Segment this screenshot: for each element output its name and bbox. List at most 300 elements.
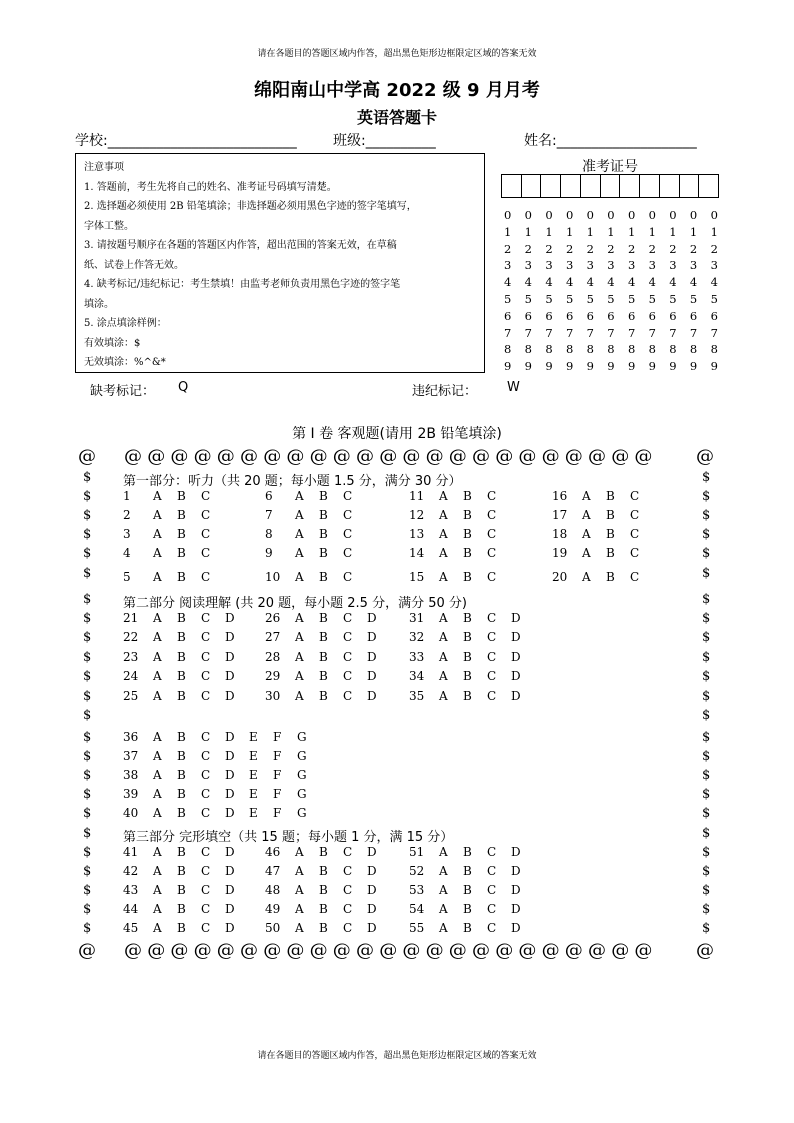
option-bubble[interactable]: B	[319, 650, 328, 664]
option-bubble[interactable]: B	[606, 527, 615, 541]
option-bubble[interactable]: D	[225, 650, 235, 664]
digit-bubble[interactable]: 5	[689, 291, 698, 306]
digit-bubble[interactable]: 9	[607, 359, 615, 374]
ticket-digit-box[interactable]	[640, 175, 660, 197]
option-bubble[interactable]: C	[201, 527, 211, 541]
digit-bubble[interactable]: 2	[710, 241, 718, 256]
option-bubble[interactable]: C	[201, 546, 211, 560]
option-bubble[interactable]: D	[225, 883, 235, 897]
option-bubble[interactable]: B	[177, 630, 186, 644]
violation-mark-bubble[interactable]: W	[507, 380, 520, 395]
digit-bubble[interactable]: 1	[504, 224, 512, 239]
option-bubble[interactable]: D	[225, 689, 235, 703]
option-bubble[interactable]: B	[319, 689, 328, 703]
option-bubble[interactable]: C	[343, 630, 353, 644]
option-bubble[interactable]: B	[606, 546, 615, 560]
option-bubble[interactable]: C	[201, 508, 211, 522]
digit-bubble[interactable]: 8	[669, 342, 677, 357]
option-bubble[interactable]: D	[511, 864, 521, 878]
digit-bubble[interactable]: 1	[710, 224, 718, 239]
ticket-digit-box[interactable]	[561, 175, 581, 197]
digit-bubble[interactable]: 6	[524, 308, 532, 323]
digit-bubble[interactable]: 9	[586, 359, 594, 374]
option-bubble[interactable]: B	[319, 508, 328, 522]
option-bubble[interactable]: C	[343, 570, 353, 584]
option-bubble[interactable]: B	[319, 489, 328, 503]
digit-bubble[interactable]: 4	[607, 275, 615, 290]
option-bubble[interactable]: A	[295, 527, 304, 541]
digit-bubble[interactable]: 2	[586, 241, 594, 256]
option-bubble[interactable]: B	[177, 730, 186, 744]
option-bubble[interactable]: B	[177, 669, 186, 683]
option-bubble[interactable]: C	[487, 527, 497, 541]
option-bubble[interactable]: A	[439, 508, 448, 522]
digit-bubble[interactable]: 0	[504, 208, 512, 222]
digit-bubble[interactable]: 9	[565, 359, 574, 374]
option-bubble[interactable]: B	[177, 883, 186, 897]
option-bubble[interactable]: D	[225, 845, 235, 859]
option-bubble[interactable]: A	[582, 546, 591, 560]
digit-bubble[interactable]: 1	[545, 224, 553, 239]
digit-bubble[interactable]: 1	[627, 224, 636, 239]
option-bubble[interactable]: B	[177, 489, 186, 503]
option-bubble[interactable]: B	[319, 546, 328, 560]
digit-bubble[interactable]: 1	[607, 224, 615, 239]
option-bubble[interactable]: A	[153, 489, 162, 503]
option-bubble[interactable]: D	[225, 630, 235, 644]
option-bubble[interactable]: D	[367, 902, 377, 916]
digit-bubble[interactable]: 9	[710, 359, 718, 374]
option-bubble[interactable]: B	[177, 787, 186, 801]
option-bubble[interactable]: B	[177, 902, 186, 916]
option-bubble[interactable]: A	[153, 921, 162, 935]
digit-bubble[interactable]: 5	[586, 291, 594, 306]
option-bubble[interactable]: B	[463, 489, 472, 503]
option-bubble[interactable]: B	[463, 845, 472, 859]
option-bubble[interactable]: D	[367, 630, 377, 644]
digit-bubble[interactable]: 2	[524, 241, 532, 256]
digit-bubble[interactable]: 6	[565, 308, 574, 323]
digit-bubble[interactable]: 5	[648, 291, 656, 306]
digit-bubble[interactable]: 6	[545, 308, 553, 323]
ticket-digit-box[interactable]	[581, 175, 601, 197]
option-bubble[interactable]: D	[367, 611, 377, 625]
option-bubble[interactable]: B	[177, 570, 186, 584]
digit-bubble[interactable]: 3	[710, 258, 718, 273]
option-bubble[interactable]: C	[343, 902, 353, 916]
option-bubble[interactable]: B	[319, 921, 328, 935]
digit-bubble[interactable]: 4	[524, 275, 532, 290]
option-bubble[interactable]: E	[249, 730, 258, 744]
option-bubble[interactable]: A	[582, 527, 591, 541]
option-bubble[interactable]: C	[343, 845, 353, 859]
option-bubble[interactable]: B	[177, 864, 186, 878]
option-bubble[interactable]: C	[343, 489, 353, 503]
digit-bubble[interactable]: 9	[545, 359, 553, 374]
option-bubble[interactable]: C	[487, 570, 497, 584]
option-bubble[interactable]: A	[295, 689, 304, 703]
option-bubble[interactable]: C	[487, 650, 497, 664]
option-bubble[interactable]: G	[297, 768, 307, 782]
digit-bubble[interactable]: 7	[545, 325, 553, 340]
digit-bubble[interactable]: 6	[648, 308, 656, 323]
digit-bubble[interactable]: 5	[710, 291, 718, 306]
digit-bubble[interactable]: 7	[607, 325, 615, 340]
option-bubble[interactable]: C	[487, 689, 497, 703]
option-bubble[interactable]: E	[249, 749, 258, 763]
option-bubble[interactable]: B	[463, 611, 472, 625]
digit-bubble[interactable]: 3	[565, 258, 574, 273]
option-bubble[interactable]: G	[297, 730, 307, 744]
digit-bubble[interactable]: 6	[586, 308, 594, 323]
option-bubble[interactable]: A	[295, 570, 304, 584]
option-bubble[interactable]: C	[487, 611, 497, 625]
option-bubble[interactable]: D	[511, 845, 521, 859]
option-bubble[interactable]: A	[295, 921, 304, 935]
option-bubble[interactable]: B	[177, 768, 186, 782]
option-bubble[interactable]: D	[225, 768, 235, 782]
option-bubble[interactable]: B	[319, 669, 328, 683]
option-bubble[interactable]: A	[295, 546, 304, 560]
option-bubble[interactable]: A	[153, 806, 162, 820]
option-bubble[interactable]: A	[153, 527, 162, 541]
digit-bubble[interactable]: 3	[586, 258, 594, 273]
option-bubble[interactable]: F	[273, 787, 282, 801]
digit-bubble[interactable]: 3	[689, 258, 698, 273]
option-bubble[interactable]: C	[343, 546, 353, 560]
option-bubble[interactable]: B	[606, 489, 615, 503]
option-bubble[interactable]: D	[511, 883, 521, 897]
digit-bubble[interactable]: 0	[607, 208, 615, 222]
digit-bubble[interactable]: 7	[669, 325, 677, 340]
digit-bubble[interactable]: 9	[627, 359, 636, 374]
option-bubble[interactable]: B	[319, 864, 328, 878]
option-bubble[interactable]: A	[295, 611, 304, 625]
digit-bubble[interactable]: 7	[710, 325, 718, 340]
option-bubble[interactable]: C	[201, 669, 211, 683]
option-bubble[interactable]: B	[463, 650, 472, 664]
digit-bubble[interactable]: 5	[627, 291, 636, 306]
option-bubble[interactable]: D	[367, 650, 377, 664]
digit-bubble[interactable]: 5	[607, 291, 615, 306]
option-bubble[interactable]: C	[630, 508, 640, 522]
option-bubble[interactable]: B	[463, 546, 472, 560]
option-bubble[interactable]: D	[225, 611, 235, 625]
digit-bubble[interactable]: 6	[689, 308, 698, 323]
option-bubble[interactable]: C	[343, 864, 353, 878]
option-bubble[interactable]: A	[439, 546, 448, 560]
digit-bubble[interactable]: 3	[504, 258, 512, 273]
ticket-digit-box[interactable]	[660, 175, 680, 197]
option-bubble[interactable]: A	[439, 570, 448, 584]
option-bubble[interactable]: A	[439, 650, 448, 664]
option-bubble[interactable]: B	[319, 845, 328, 859]
option-bubble[interactable]: C	[487, 883, 497, 897]
option-bubble[interactable]: A	[153, 650, 162, 664]
option-bubble[interactable]: A	[153, 730, 162, 744]
digit-bubble[interactable]: 3	[627, 258, 636, 273]
option-bubble[interactable]: C	[487, 921, 497, 935]
option-bubble[interactable]: A	[153, 630, 162, 644]
option-bubble[interactable]: D	[225, 806, 235, 820]
option-bubble[interactable]: B	[177, 845, 186, 859]
digit-bubble[interactable]: 0	[710, 208, 718, 222]
option-bubble[interactable]: D	[511, 669, 521, 683]
option-bubble[interactable]: C	[487, 508, 497, 522]
digit-bubble[interactable]: 1	[524, 224, 532, 239]
option-bubble[interactable]: C	[201, 787, 211, 801]
digit-bubble[interactable]: 6	[710, 308, 718, 323]
option-bubble[interactable]: A	[153, 883, 162, 897]
option-bubble[interactable]: D	[225, 864, 235, 878]
option-bubble[interactable]: C	[201, 611, 211, 625]
option-bubble[interactable]: F	[273, 749, 282, 763]
digit-bubble[interactable]: 4	[504, 275, 512, 290]
option-bubble[interactable]: E	[249, 768, 258, 782]
digit-bubble[interactable]: 9	[504, 359, 512, 374]
digit-bubble[interactable]: 2	[504, 241, 512, 256]
option-bubble[interactable]: B	[463, 883, 472, 897]
option-bubble[interactable]: C	[343, 527, 353, 541]
digit-bubble[interactable]: 0	[689, 208, 698, 222]
option-bubble[interactable]: D	[511, 611, 521, 625]
digit-bubble[interactable]: 2	[648, 241, 656, 256]
option-bubble[interactable]: A	[439, 669, 448, 683]
option-bubble[interactable]: A	[153, 611, 162, 625]
option-bubble[interactable]: A	[295, 902, 304, 916]
option-bubble[interactable]: A	[582, 489, 591, 503]
option-bubble[interactable]: A	[439, 630, 448, 644]
option-bubble[interactable]: C	[630, 546, 640, 560]
option-bubble[interactable]: C	[630, 570, 640, 584]
option-bubble[interactable]: A	[153, 570, 162, 584]
option-bubble[interactable]: D	[511, 689, 521, 703]
option-bubble[interactable]: B	[606, 508, 615, 522]
option-bubble[interactable]: A	[439, 921, 448, 935]
option-bubble[interactable]: C	[487, 902, 497, 916]
digit-bubble[interactable]: 8	[710, 342, 718, 357]
digit-bubble[interactable]: 8	[524, 342, 532, 357]
option-bubble[interactable]: C	[201, 630, 211, 644]
option-bubble[interactable]: A	[439, 611, 448, 625]
option-bubble[interactable]: A	[439, 883, 448, 897]
option-bubble[interactable]: A	[295, 845, 304, 859]
option-bubble[interactable]: A	[439, 902, 448, 916]
digit-bubble[interactable]: 5	[565, 291, 574, 306]
option-bubble[interactable]: G	[297, 749, 307, 763]
option-bubble[interactable]: D	[367, 883, 377, 897]
option-bubble[interactable]: C	[201, 845, 211, 859]
option-bubble[interactable]: G	[297, 806, 307, 820]
option-bubble[interactable]: A	[153, 902, 162, 916]
option-bubble[interactable]: B	[319, 630, 328, 644]
option-bubble[interactable]: B	[319, 883, 328, 897]
option-bubble[interactable]: B	[463, 527, 472, 541]
digit-bubble[interactable]: 0	[545, 208, 553, 222]
option-bubble[interactable]: A	[153, 845, 162, 859]
option-bubble[interactable]: D	[511, 650, 521, 664]
option-bubble[interactable]: B	[319, 902, 328, 916]
option-bubble[interactable]: D	[367, 669, 377, 683]
digit-bubble[interactable]: 7	[627, 325, 636, 340]
option-bubble[interactable]: C	[201, 921, 211, 935]
digit-bubble[interactable]: 4	[710, 275, 718, 290]
option-bubble[interactable]: B	[177, 527, 186, 541]
digit-bubble[interactable]: 4	[545, 275, 553, 290]
digit-bubble[interactable]: 7	[648, 325, 656, 340]
option-bubble[interactable]: A	[153, 864, 162, 878]
option-bubble[interactable]: A	[295, 630, 304, 644]
digit-bubble[interactable]: 0	[586, 208, 594, 222]
digit-bubble[interactable]: 8	[545, 342, 553, 357]
option-bubble[interactable]: C	[201, 883, 211, 897]
option-bubble[interactable]: E	[249, 787, 258, 801]
digit-bubble[interactable]: 5	[524, 291, 532, 306]
digit-bubble[interactable]: 2	[669, 241, 677, 256]
digit-bubble[interactable]: 7	[504, 325, 512, 340]
school-field[interactable]: 学校:___________________________	[75, 133, 297, 149]
option-bubble[interactable]: B	[463, 669, 472, 683]
option-bubble[interactable]: B	[606, 570, 615, 584]
digit-bubble[interactable]: 9	[669, 359, 677, 374]
option-bubble[interactable]: A	[439, 527, 448, 541]
digit-bubble[interactable]: 8	[648, 342, 656, 357]
option-bubble[interactable]: C	[201, 749, 211, 763]
option-bubble[interactable]: B	[463, 921, 472, 935]
option-bubble[interactable]: C	[343, 921, 353, 935]
option-bubble[interactable]: D	[225, 921, 235, 935]
option-bubble[interactable]: C	[201, 730, 211, 744]
digit-bubble[interactable]: 4	[669, 275, 677, 290]
digit-bubble[interactable]: 7	[586, 325, 594, 340]
option-bubble[interactable]: C	[201, 902, 211, 916]
option-bubble[interactable]: C	[487, 864, 497, 878]
option-bubble[interactable]: D	[225, 669, 235, 683]
digit-bubble[interactable]: 6	[627, 308, 636, 323]
option-bubble[interactable]: A	[295, 489, 304, 503]
class-field[interactable]: 班级:__________	[333, 133, 436, 149]
option-bubble[interactable]: C	[343, 611, 353, 625]
option-bubble[interactable]: A	[153, 749, 162, 763]
option-bubble[interactable]: B	[177, 921, 186, 935]
option-bubble[interactable]: C	[343, 883, 353, 897]
option-bubble[interactable]: C	[201, 689, 211, 703]
option-bubble[interactable]: B	[177, 611, 186, 625]
digit-bubble[interactable]: 1	[586, 224, 594, 239]
digit-bubble[interactable]: 0	[524, 208, 532, 222]
option-bubble[interactable]: D	[511, 921, 521, 935]
digit-bubble[interactable]: 2	[565, 241, 574, 256]
option-bubble[interactable]: D	[225, 730, 235, 744]
option-bubble[interactable]: B	[463, 689, 472, 703]
digit-bubble[interactable]: 9	[648, 359, 656, 374]
ticket-digit-box[interactable]	[699, 175, 718, 197]
option-bubble[interactable]: A	[439, 845, 448, 859]
option-bubble[interactable]: D	[225, 787, 235, 801]
digit-bubble[interactable]: 8	[565, 342, 574, 357]
option-bubble[interactable]: F	[273, 806, 282, 820]
ticket-digit-box[interactable]	[601, 175, 621, 197]
option-bubble[interactable]: B	[319, 611, 328, 625]
ticket-digit-box[interactable]	[541, 175, 561, 197]
digit-bubble[interactable]: 8	[586, 342, 594, 357]
option-bubble[interactable]: A	[582, 570, 591, 584]
option-bubble[interactable]: F	[273, 768, 282, 782]
option-bubble[interactable]: A	[153, 508, 162, 522]
digit-bubble[interactable]: 3	[545, 258, 553, 273]
option-bubble[interactable]: A	[439, 489, 448, 503]
option-bubble[interactable]: C	[201, 650, 211, 664]
ticket-digit-box[interactable]	[680, 175, 700, 197]
digit-bubble[interactable]: 0	[669, 208, 677, 222]
digit-bubble[interactable]: 8	[689, 342, 698, 357]
digit-bubble[interactable]: 6	[504, 308, 512, 323]
option-bubble[interactable]: D	[225, 902, 235, 916]
option-bubble[interactable]: D	[225, 749, 235, 763]
digit-bubble[interactable]: 2	[689, 241, 698, 256]
option-bubble[interactable]: A	[153, 546, 162, 560]
digit-bubble[interactable]: 2	[607, 241, 615, 256]
option-bubble[interactable]: E	[249, 806, 258, 820]
digit-bubble[interactable]: 1	[669, 224, 677, 239]
option-bubble[interactable]: A	[153, 669, 162, 683]
option-bubble[interactable]: B	[177, 689, 186, 703]
digit-bubble[interactable]: 1	[565, 224, 574, 239]
option-bubble[interactable]: B	[177, 749, 186, 763]
digit-bubble[interactable]: 3	[648, 258, 656, 273]
digit-bubble[interactable]: 5	[504, 291, 512, 306]
option-bubble[interactable]: B	[463, 508, 472, 522]
digit-bubble[interactable]: 7	[524, 325, 532, 340]
option-bubble[interactable]: A	[582, 508, 591, 522]
option-bubble[interactable]: B	[463, 864, 472, 878]
option-bubble[interactable]: C	[487, 489, 497, 503]
option-bubble[interactable]: A	[295, 650, 304, 664]
option-bubble[interactable]: C	[343, 508, 353, 522]
option-bubble[interactable]: F	[273, 730, 282, 744]
ticket-digit-box[interactable]	[620, 175, 640, 197]
option-bubble[interactable]: D	[367, 921, 377, 935]
digit-bubble[interactable]: 4	[689, 275, 698, 290]
option-bubble[interactable]: A	[295, 864, 304, 878]
option-bubble[interactable]: B	[463, 630, 472, 644]
digit-bubble[interactable]: 4	[648, 275, 656, 290]
digit-bubble[interactable]: 3	[524, 258, 532, 273]
ticket-digit-box[interactable]	[502, 175, 522, 197]
digit-bubble[interactable]: 8	[627, 342, 636, 357]
digit-bubble[interactable]: 9	[689, 359, 698, 374]
option-bubble[interactable]: C	[343, 669, 353, 683]
option-bubble[interactable]: A	[153, 689, 162, 703]
option-bubble[interactable]: A	[295, 669, 304, 683]
option-bubble[interactable]: C	[487, 630, 497, 644]
ticket-digit-box[interactable]	[522, 175, 542, 197]
option-bubble[interactable]: C	[343, 650, 353, 664]
option-bubble[interactable]: A	[295, 508, 304, 522]
digit-bubble[interactable]: 6	[607, 308, 615, 323]
digit-bubble[interactable]: 1	[648, 224, 656, 239]
digit-bubble[interactable]: 8	[504, 342, 512, 357]
digit-bubble[interactable]: 7	[565, 325, 574, 340]
option-bubble[interactable]: B	[319, 527, 328, 541]
option-bubble[interactable]: C	[487, 546, 497, 560]
digit-bubble[interactable]: 0	[627, 208, 636, 222]
digit-bubble[interactable]: 5	[545, 291, 553, 306]
option-bubble[interactable]: B	[177, 546, 186, 560]
option-bubble[interactable]: B	[177, 806, 186, 820]
digit-bubble[interactable]: 0	[648, 208, 656, 222]
option-bubble[interactable]: C	[201, 489, 211, 503]
